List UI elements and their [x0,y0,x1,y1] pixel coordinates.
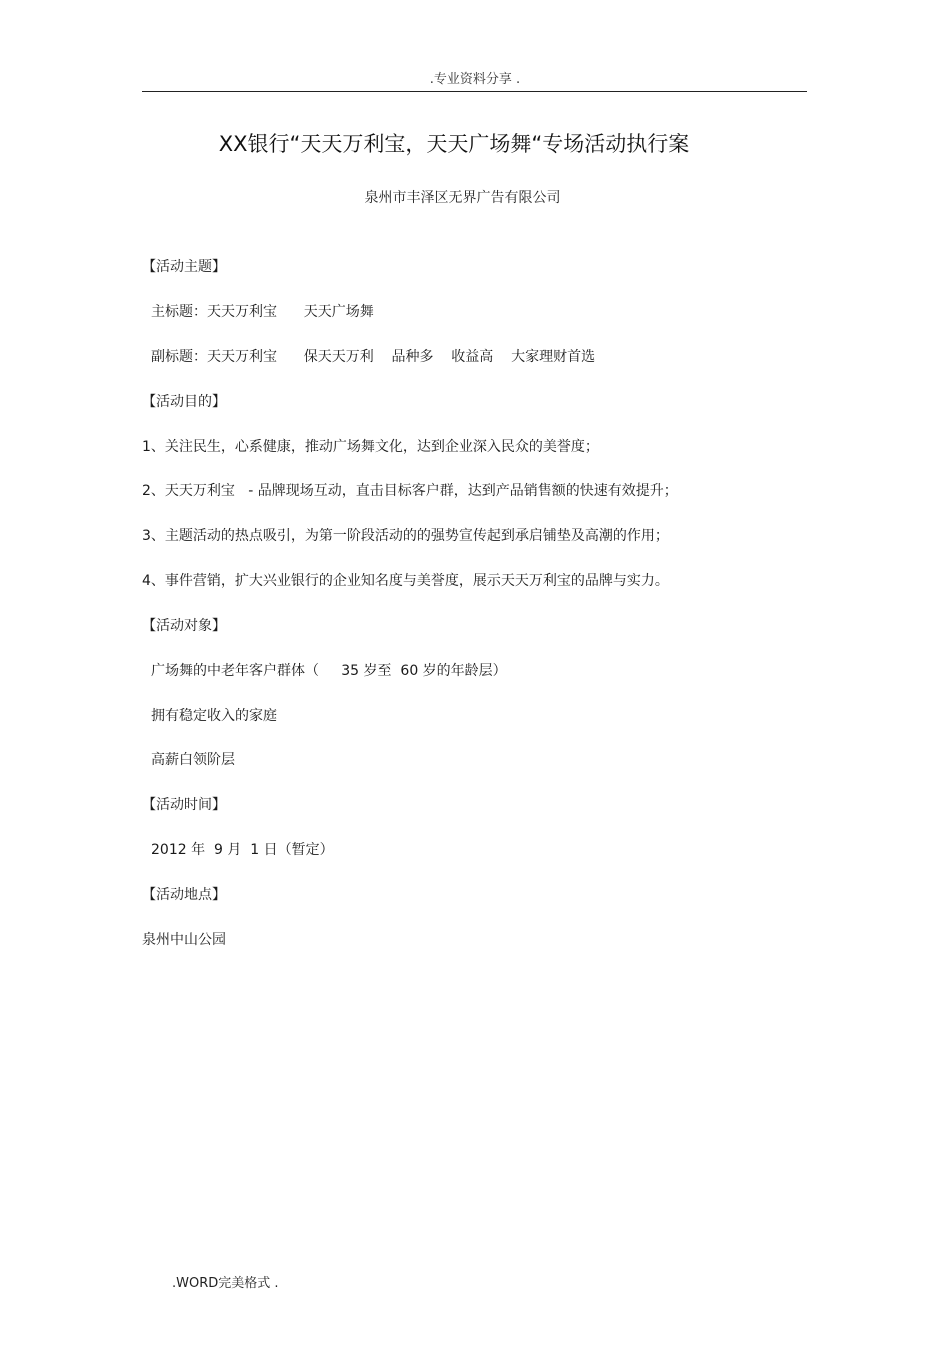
purpose-item: 1、关注民生，心系健康，推动广场舞文化，达到企业深入民众的美誉度； [142,439,599,455]
section-heading-audience: 【活动对象】 [142,618,226,634]
theme-main-title: 主标题：天天万利宝 天天广场舞 [151,304,374,320]
section-heading-purpose: 【活动目的】 [142,394,226,410]
purpose-item: 4、事件营销，扩大兴业银行的企业知名度与美誉度，展示天天万利宝的品牌与实力。 [142,573,669,589]
header-divider [142,91,807,92]
purpose-item: 2、天天万利宝 - 品牌现场互动，直击目标客户群，达到产品销售额的快速有效提升； [142,483,678,499]
audience-item: 广场舞的中老年客户群体（ 35 岁至 60 岁的年龄层） [151,663,507,679]
header-text: .专业资料分享 . [429,72,521,87]
audience-item: 拥有稳定收入的家庭 [151,708,277,724]
event-location: 泉州中山公园 [142,932,226,948]
page-footer: .WORD完美格式 . [172,1276,279,1291]
section-heading-location: 【活动地点】 [142,887,226,903]
theme-sub-title: 副标题：天天万利宝 保天天万利 品种多 收益高 大家理财首选 [151,349,596,365]
document-company: 泉州市丰泽区无界广告有限公司 [364,190,561,206]
document-title: XX银行“天天万利宝，天天广场舞“专场活动执行案 [218,132,690,156]
section-heading-theme: 【活动主题】 [142,259,226,275]
audience-item: 高薪白领阶层 [151,752,235,768]
section-heading-time: 【活动时间】 [142,797,226,813]
event-date: 2012 年 9 月 1 日（暂定） [151,842,334,858]
purpose-item: 3、主题活动的热点吸引，为第一阶段活动的的强势宣传起到承启铺垫及高潮的作用； [142,528,669,544]
